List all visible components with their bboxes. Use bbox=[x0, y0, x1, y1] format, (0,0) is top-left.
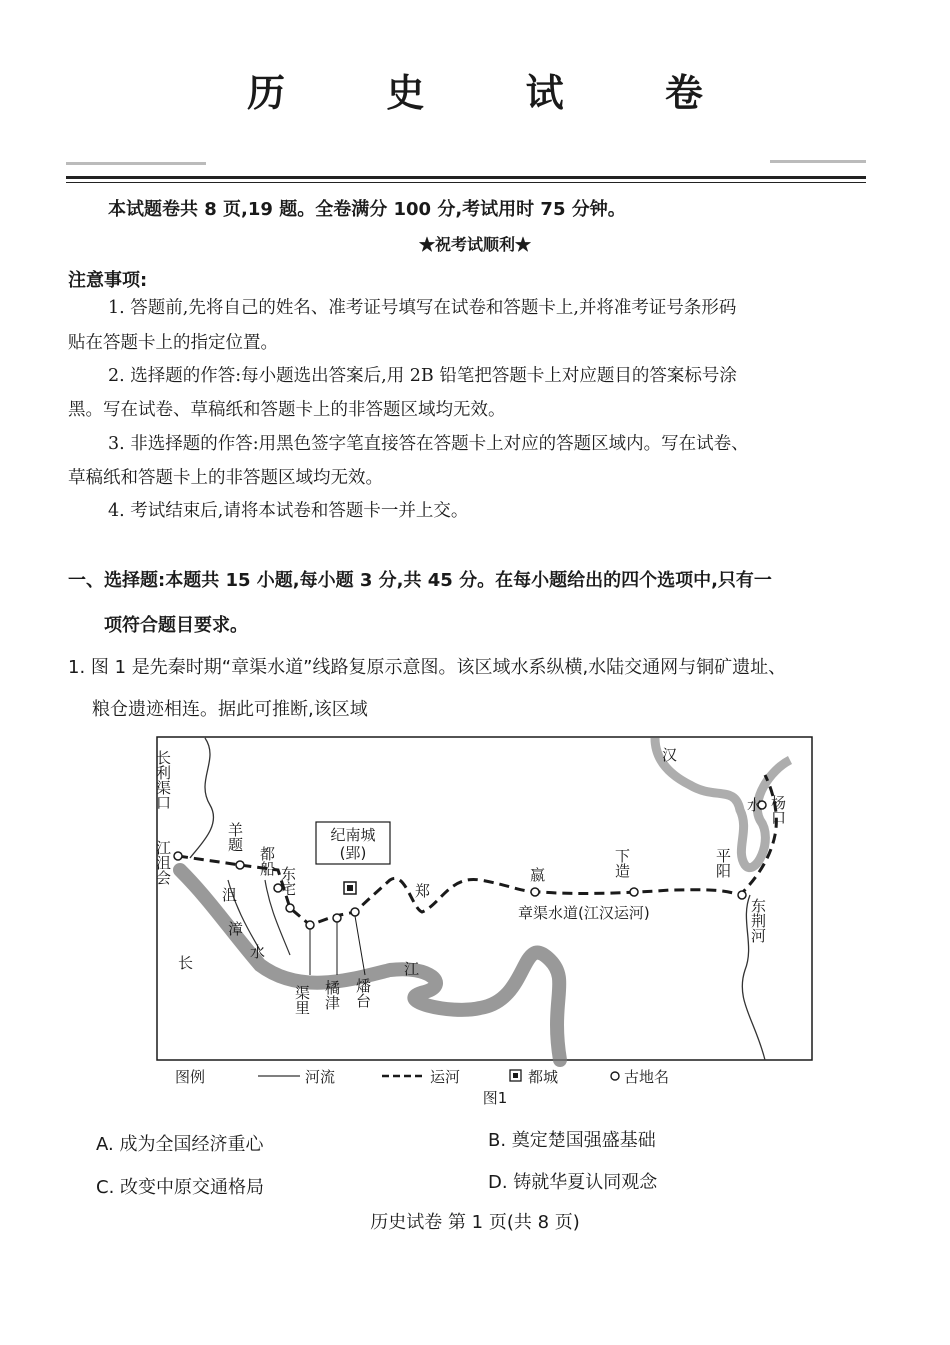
notice-line: 贴在答题卡上的指定位置。 bbox=[68, 333, 278, 353]
question1-stem-line2: 粮仓遗迹相连。据此可推断,该区域 bbox=[92, 699, 368, 720]
label-judin: 橘津 bbox=[323, 980, 341, 1010]
place-xiazao bbox=[630, 888, 638, 896]
label-shui: 水 bbox=[250, 943, 266, 961]
notice-line: 2. 选择题的作答:每小题选出答案后,用 2B 铅笔把答题卡上对应题目的答案标号涂 bbox=[108, 366, 737, 386]
label-chang: 长 bbox=[178, 954, 194, 972]
legend-river: 河流 bbox=[305, 1068, 336, 1086]
page-footer: 历史试卷 第 1 页(共 8 页) bbox=[370, 1212, 580, 1233]
river-upper-left bbox=[190, 738, 213, 858]
label-ruo: 郑 bbox=[415, 882, 431, 900]
label-changli: 长利渠口 bbox=[154, 750, 172, 810]
pointer-fantai bbox=[355, 916, 365, 975]
section-heading-line1: 一、选择题:本题共 15 小题,每小题 3 分,共 45 分。在每小题给出的四个选项中,只有一 bbox=[68, 570, 772, 591]
capital-marker-inner bbox=[347, 885, 353, 891]
place-fantai bbox=[351, 908, 359, 916]
label-ying: (郢) bbox=[339, 844, 367, 862]
place-pingyang bbox=[738, 891, 746, 899]
header-smudge-left bbox=[66, 162, 206, 165]
label-pingyang: 平阳 bbox=[714, 848, 732, 878]
exam-wish: ★祝考试顺利★ bbox=[418, 235, 531, 254]
label-hanshui: 水 bbox=[747, 796, 763, 814]
question1-stem-line1: 1. 图 1 是先秦时期“章渠水道”线路复原示意图。该区域水系纵横,水陆交通网与铜矿遗址、 bbox=[68, 657, 787, 678]
header-rule-thin bbox=[66, 182, 866, 183]
label-yangkou: 杨口 bbox=[769, 795, 787, 825]
legend-title: 图例 bbox=[175, 1068, 206, 1086]
place-dongzhai bbox=[286, 904, 294, 912]
label-jinancheng: 纪南城 bbox=[330, 826, 376, 844]
notice-line: 4. 考试结束后,请将本试卷和答题卡一并上交。 bbox=[108, 501, 469, 521]
label-quli: 渠里 bbox=[293, 985, 311, 1015]
notice-line: 黑。写在试卷、草稿纸和答题卡上的非答题区域均无效。 bbox=[68, 400, 506, 420]
label-canal: 章渠水道(江汉运河) bbox=[518, 904, 650, 922]
option-a[interactable]: A. 成为全国经济重心 bbox=[96, 1134, 264, 1155]
notice-line: 3. 非选择题的作答:用黑色签字笔直接答在答题卡上对应的答题区域内。写在试卷、 bbox=[108, 434, 749, 454]
place-ying2 bbox=[531, 888, 539, 896]
notice-line: 草稿纸和答题卡上的非答题区域均无效。 bbox=[68, 468, 383, 488]
map-caption: 图1 bbox=[482, 1089, 508, 1107]
place-changli bbox=[174, 852, 182, 860]
label-han: 汉 bbox=[662, 746, 678, 764]
legend-place: 古地名 bbox=[624, 1068, 670, 1086]
label-ju: 沮 bbox=[222, 886, 238, 904]
option-c[interactable]: C. 改变中原交通格局 bbox=[96, 1177, 265, 1198]
label-ying2: 嬴 bbox=[530, 866, 546, 884]
exam-info: 本试题卷共 8 页,19 题。全卷满分 100 分,考试用时 75 分钟。 bbox=[108, 199, 626, 220]
label-jiangjuhui: 江沮会 bbox=[154, 840, 172, 885]
notice-heading: 注意事项: bbox=[68, 270, 148, 291]
legend-canal: 运河 bbox=[430, 1068, 461, 1086]
label-xiazao: 下造 bbox=[613, 848, 631, 878]
legend-capital: 都城 bbox=[528, 1068, 559, 1086]
place-quli bbox=[306, 921, 314, 929]
section-heading-line2: 项符合题目要求。 bbox=[104, 615, 248, 636]
header-smudge-right bbox=[770, 160, 866, 163]
option-b[interactable]: B. 奠定楚国强盛基础 bbox=[488, 1130, 656, 1151]
notice-line: 1. 答题前,先将自己的姓名、准考证号填写在试卷和答题卡上,并将准考证号条形码 bbox=[108, 298, 737, 318]
canal-route-map bbox=[150, 730, 820, 1090]
label-duchuan: 都船 bbox=[258, 846, 276, 876]
legend-capital-marker-inner bbox=[513, 1073, 518, 1078]
label-jiang: 江 bbox=[404, 960, 420, 978]
label-dongzhai: 东宅 bbox=[279, 866, 297, 896]
legend-place-marker bbox=[611, 1072, 619, 1080]
label-zhang: 漳 bbox=[228, 920, 244, 938]
label-fantai: 燔台 bbox=[354, 978, 372, 1008]
label-yangti: 羊题 bbox=[226, 822, 244, 852]
place-judin bbox=[333, 914, 341, 922]
place-yangti bbox=[236, 861, 244, 869]
label-dongjinghe: 东荆河 bbox=[749, 898, 767, 943]
exam-title: 历 史 试 卷 bbox=[247, 71, 747, 115]
header-rule-thick bbox=[66, 176, 866, 179]
option-d[interactable]: D. 铸就华夏认同观念 bbox=[488, 1172, 658, 1193]
